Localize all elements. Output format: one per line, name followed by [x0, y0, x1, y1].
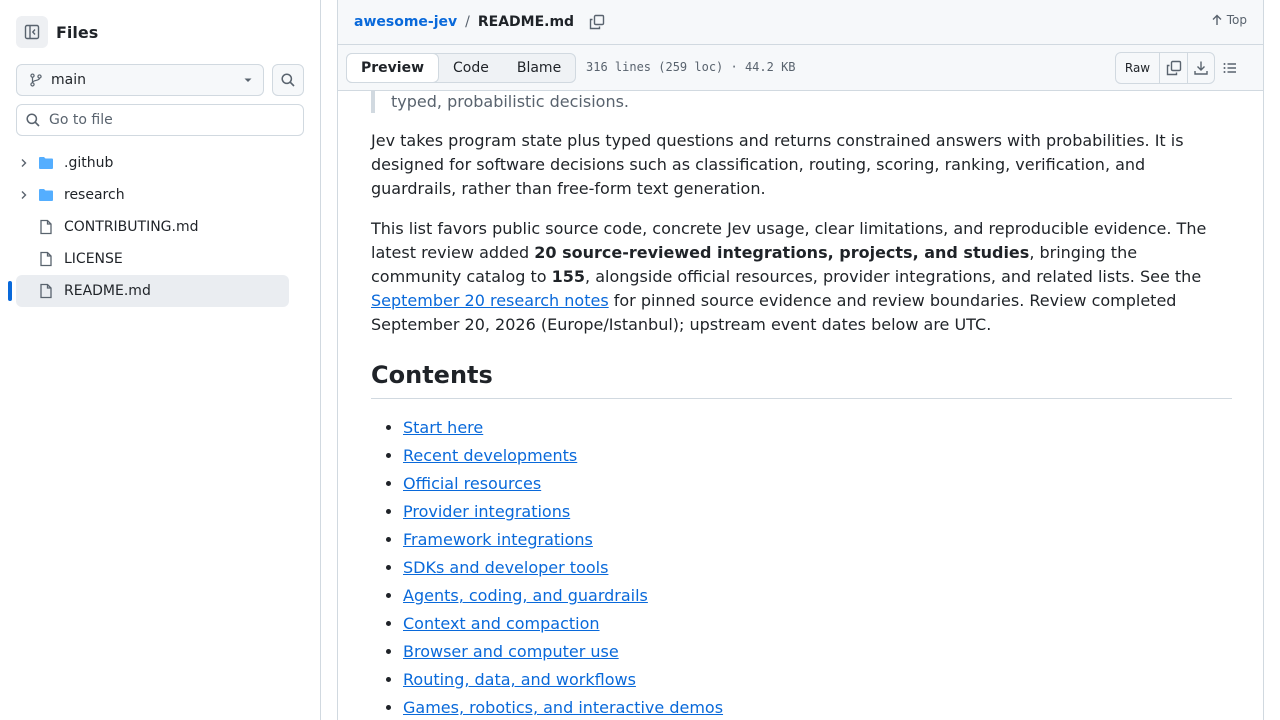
tab-code[interactable]: Code	[453, 60, 489, 76]
sidebar-title: Files	[56, 22, 99, 42]
toc-link-context-compaction[interactable]: Context and compaction	[403, 614, 600, 633]
file-meta: 316 lines (259 loc) · 44.2 KB	[586, 60, 796, 74]
sidebar-header	[16, 16, 98, 48]
collapse-sidebar-button[interactable]	[16, 16, 48, 48]
tree-item-label: LICENSE	[64, 251, 123, 267]
readme-content	[371, 91, 1232, 720]
search-icon	[25, 112, 41, 128]
folder-icon	[38, 187, 54, 203]
breadcrumb-repo-link[interactable]: awesome-jev	[354, 14, 458, 30]
toc-item	[403, 582, 1232, 610]
raw-button[interactable]: Raw	[1116, 53, 1160, 83]
search-icon	[280, 72, 296, 88]
toc-item	[403, 442, 1232, 470]
blockquote: typed, probabilistic decisions.	[371, 90, 1232, 113]
tree-item-readme-file[interactable]	[16, 275, 289, 307]
toc-link-framework-integrations[interactable]: Framework integrations	[403, 530, 593, 549]
tree-item-label: README.md	[64, 283, 151, 299]
chevron-right-icon[interactable]	[16, 189, 32, 201]
go-to-file-input[interactable]	[49, 112, 289, 128]
branch-selector[interactable]	[16, 64, 264, 96]
file-icon	[38, 283, 54, 299]
contents-heading: Contents	[371, 360, 1232, 399]
breadcrumb-separator: /	[465, 14, 470, 30]
active-indicator	[8, 281, 12, 301]
list-unordered-icon	[1222, 60, 1238, 76]
toc-item	[403, 610, 1232, 638]
back-to-top-button[interactable]	[1211, 13, 1247, 27]
toc-item	[403, 666, 1232, 694]
arrow-up-icon	[1211, 14, 1223, 26]
toc-item	[403, 526, 1232, 554]
toc-link-start-here[interactable]: Start here	[403, 418, 484, 437]
tree-item-license-file[interactable]	[16, 243, 289, 275]
download-icon	[1193, 60, 1209, 76]
copy-path-button[interactable]	[588, 13, 606, 31]
toc-link-routing-data-workflows[interactable]: Routing, data, and workflows	[403, 670, 636, 689]
folder-icon	[38, 155, 54, 171]
file-header	[338, 0, 1263, 45]
tree-item-label: CONTRIBUTING.md	[64, 219, 199, 235]
file-viewer	[337, 0, 1264, 720]
breadcrumb-file-name: README.md	[477, 14, 575, 30]
git-branch-icon	[29, 73, 43, 87]
file-icon	[38, 251, 54, 267]
tab-blame[interactable]: Blame	[516, 60, 562, 76]
toc-item	[403, 470, 1232, 498]
tree-item-label: .github	[64, 155, 114, 171]
intro-paragraph: Jev takes program state plus typed questions and returns constrained answers with probabilities. It is designed for software decisions such as classification, routing, scoring, ranking, verification, and guardrails, rather than free-form text generation.	[371, 131, 1184, 198]
toc-link-browser-computer-use[interactable]: Browser and computer use	[403, 642, 619, 661]
top-label: Top	[1226, 13, 1247, 27]
file-tree-sidebar	[0, 0, 321, 720]
tree-item-github-folder[interactable]	[16, 147, 289, 179]
copy-icon	[1166, 60, 1182, 76]
file-tree	[16, 147, 289, 307]
toc-link-recent-developments[interactable]: Recent developments	[403, 446, 578, 465]
table-of-contents	[371, 414, 1232, 720]
toc-link-provider-integrations[interactable]: Provider integrations	[403, 502, 571, 521]
copy-raw-button[interactable]	[1160, 53, 1187, 83]
search-files-button[interactable]	[272, 64, 304, 96]
tree-item-research-folder[interactable]	[16, 179, 289, 211]
file-icon	[38, 219, 54, 235]
tree-item-label: research	[64, 187, 125, 203]
review-paragraph: This list favors public source code, concrete Jev usage, clear limitations, and reproducible evidence. The latest review added 20 source-reviewed integrations, projects, and studies, bringing the community catalog to 155, alongside official resources, provider integrations, and related lists. See the September 20 research notes for pinned source evidence and review boundaries. Review completed September 20, 2026 (Europe/Istanbul); upstream event dates below are UTC.	[371, 219, 1207, 334]
toc-item	[403, 498, 1232, 526]
file-actions-group	[1115, 52, 1215, 84]
toc-item	[403, 638, 1232, 666]
download-button[interactable]	[1187, 53, 1214, 83]
tab-preview[interactable]: Preview	[346, 53, 439, 83]
toc-link-games-robotics-demos[interactable]: Games, robotics, and interactive demos	[403, 698, 724, 717]
toc-link-agents-coding-guardrails[interactable]: Agents, coding, and guardrails	[403, 586, 648, 605]
view-mode-segmented-control	[346, 53, 576, 83]
toc-item	[403, 694, 1232, 720]
toc-link-sdks-developer-tools[interactable]: SDKs and developer tools	[403, 558, 609, 577]
tree-item-contributing-file[interactable]	[16, 211, 289, 243]
copy-icon	[589, 14, 605, 30]
outline-button[interactable]	[1221, 59, 1239, 77]
caret-down-icon	[243, 75, 253, 85]
research-notes-link[interactable]: September 20 research notes	[371, 291, 609, 310]
branch-name: main	[51, 72, 86, 88]
chevron-right-icon[interactable]	[16, 157, 32, 169]
toc-item	[403, 554, 1232, 582]
go-to-file-field[interactable]	[16, 104, 304, 136]
toc-link-official-resources[interactable]: Official resources	[403, 474, 542, 493]
toc-item	[403, 414, 1232, 442]
file-toolbar	[338, 45, 1263, 91]
sidebar-collapse-icon	[24, 24, 40, 40]
